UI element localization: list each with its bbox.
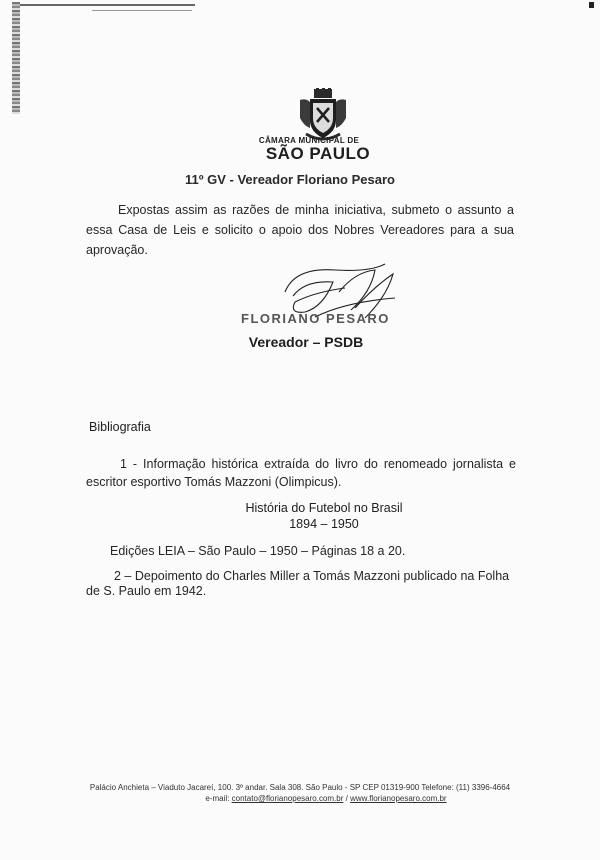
scan-line-artifact-2 [92, 10, 192, 11]
publication-line: Edições LEIA – São Paulo – 1950 – Páginas 18 a 20. [110, 544, 406, 558]
footer-email-link[interactable]: contato@florianopesaro.com.br [231, 794, 344, 803]
office-title: 11º GV - Vereador Floriano Pesaro [185, 172, 395, 187]
signer-role: Vereador – PSDB [248, 334, 364, 350]
book-reference [0, 500, 600, 532]
scan-edge-artifact [12, 2, 20, 114]
footer-address: Palácio Anchieta – Viaduto Jacareí, 100. 3º andar. Sala 308. São Paulo - SP CEP 01319-900 Telefone: (11) 3396-4664 [89, 783, 511, 792]
bibliography-item-2: 2 – Depoimento do Charles Miller a Tomás Mazzoni publicado na Folha de S. Paulo em 1942. [86, 569, 510, 598]
bibliography-heading: Bibliografia [89, 420, 151, 434]
bibliography-item-1: 1 - Informação histórica extraída do livro do renomeado jornalista e escritor esportivo Tomás Mazzoni (Olimpicus). [86, 457, 516, 489]
page-footer [0, 782, 600, 804]
book-title: História do Futebol no Brasil [245, 501, 403, 515]
signer-name: FLORIANO PESARO [241, 311, 390, 326]
footer-email-label: e-mail: [205, 794, 230, 803]
book-years: 1894 – 1950 [289, 517, 359, 531]
chamber-name-small: CÂMARA MUNICIPAL DE [258, 136, 360, 145]
city-crest-icon [298, 88, 348, 142]
footer-contact [0, 793, 600, 804]
chamber-name-large: SÃO PAULO [265, 144, 371, 163]
footer-website-link[interactable]: www.florianopesaro.com.br [350, 794, 447, 803]
intro-paragraph: Expostas assim as razões de minha iniciativa, submeto o assunto a essa Casa de Leis e solicito o apoio dos Nobres Vereadores para a sua aprovação. [86, 203, 514, 257]
scan-line-artifact [20, 4, 195, 6]
scan-dot-artifact [589, 2, 594, 8]
footer-separator: / [345, 794, 348, 803]
